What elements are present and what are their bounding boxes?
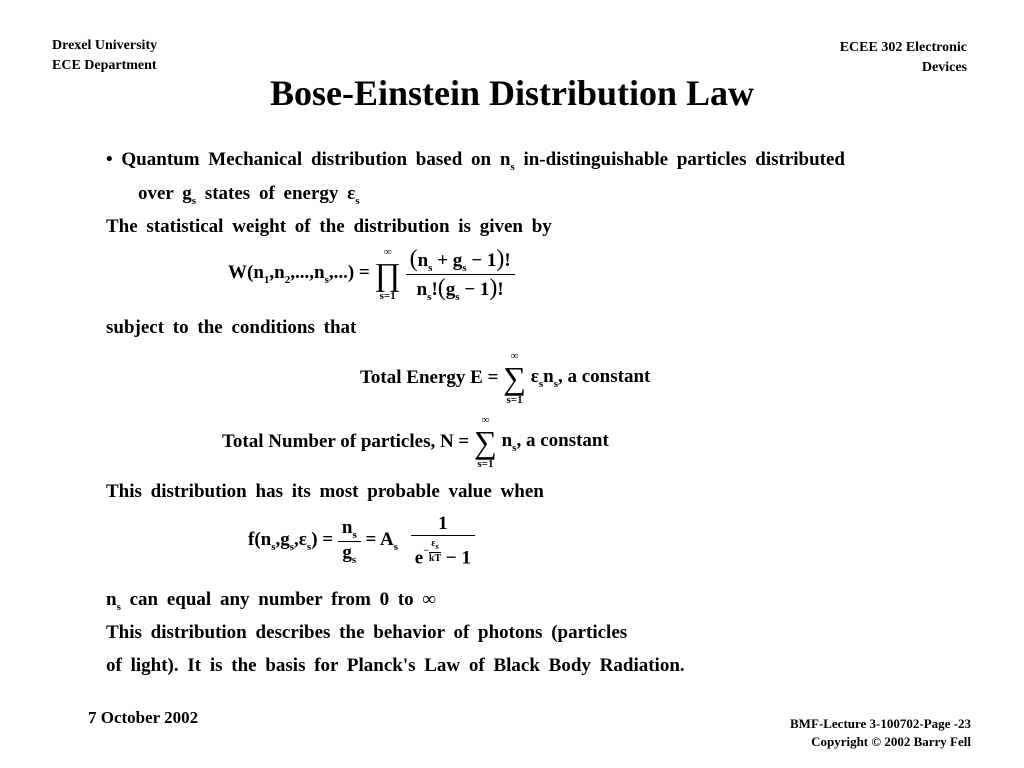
course-name-line2: Devices [921, 60, 967, 75]
equation-statistical-weight [228, 246, 515, 303]
footer-info [790, 715, 971, 751]
text-line-planck: of light). It is the basis for Planck's Law of Black Body Radiation. [106, 655, 685, 676]
footer-page-number: BMF-Lecture 3-100702-Page -23 [790, 716, 971, 731]
exponent: − $\frac{\varepsilon_s}{kT}$ [423, 538, 442, 564]
summation-icon: ∑ [503, 360, 526, 396]
summation-icon-2: ∑ [474, 424, 497, 460]
slide-title: Bose-Einstein Distribution Law [269, 73, 755, 113]
text-line-most-probable: This distribution has its most probable value when [106, 481, 544, 502]
bose-factor-fraction: 1 e− $\frac{\varepsilon_s}{kT}$ − 1 [411, 513, 475, 569]
footer-copyright: Copyright © 2002 Barry Fell [811, 734, 971, 749]
course-name-line1: ECEE 302 Electronic [839, 40, 967, 55]
equation-total-energy: Total Energy E = ∞ ∑ s=1 $\varepsilon_sn_s$, a constant [360, 350, 651, 406]
institution-block [52, 36, 157, 76]
equation-distribution-function: $f(n_s,g_s,\varepsilon_s)$ = $\frac{n_s}{g_s}$ = $A_s$ 1 e− $\frac{\varepsilon_s}{kT}$ − 1 [248, 513, 475, 569]
university-name: Drexel University [52, 38, 158, 53]
text-line-statistical-weight: The statistical weight of the distribution is given by [106, 216, 552, 237]
text-line-photons: This distribution describes the behavior of photons (particles [106, 622, 628, 643]
eq1-numerator: $(n_s + g_s - 1)$! [406, 246, 515, 275]
eq1-lhs: $W(n_1,n_2,...,n_s,...)$ = [228, 262, 370, 287]
summation-operator-2: ∞ ∑ s=1 [474, 414, 497, 470]
ns-over-gs-fraction: $\frac{n_s}{g_s}$ [338, 517, 361, 566]
bullet-line-2: over $g_s$ states of energy $\varepsilon_s$ [138, 183, 360, 207]
equation-total-number: Total Number of particles, N = ∞ ∑ s=1 $n_s$, a constant [222, 414, 609, 470]
eq1-denominator: $n_s!(g_s - 1)$! [416, 274, 504, 303]
bullet-line-1: • Quantum Mechanical distribution based on $n_s$ in-distinguishable particles distributed [106, 149, 845, 173]
summation-operator: ∞ ∑ s=1 [503, 350, 526, 406]
footer-date: 7 October 2002 [88, 708, 199, 727]
department-name: ECE Department [52, 58, 157, 73]
text-line-ns-range: $n_s$ can equal any number from 0 to ∞ [106, 589, 436, 613]
text-line-conditions: subject to the conditions that [106, 317, 357, 338]
product-icon: ∏ [374, 256, 401, 293]
product-operator: ∞ ∏ s=1 [374, 246, 401, 303]
bullet-icon: • [106, 149, 113, 170]
eq1-fraction [406, 246, 515, 303]
